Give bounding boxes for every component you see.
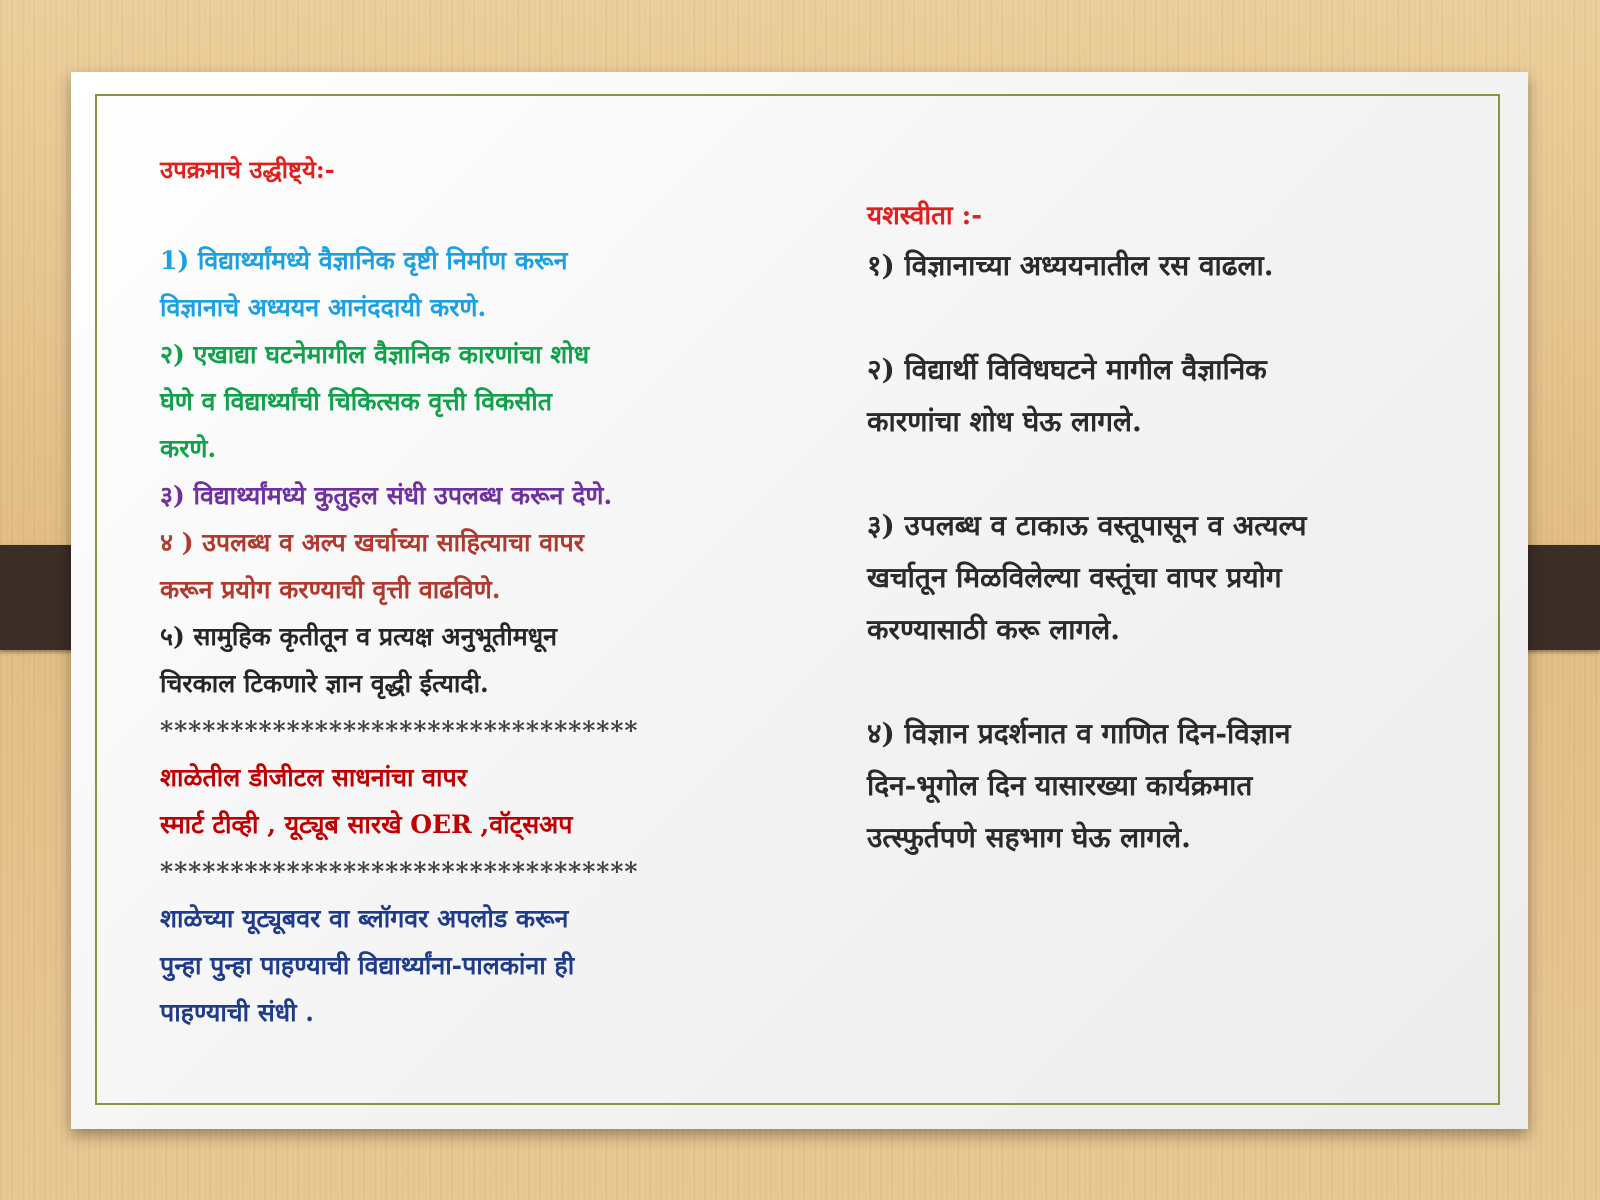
spacer [867,292,1467,344]
success-4-line-3: उत्स्फुर्तपणे सहभाग घेऊ लागले. [867,821,1191,854]
objectives-title: उपक्रमाचे उद्धीष्ट्ये:- [160,155,335,184]
objective-1-line-2: विज्ञानाचे अध्ययन आनंददायी करणे. [160,293,487,322]
star-divider-1: ********************************** [160,716,639,745]
success-3-line-2: खर्चातून मिळविलेल्या वस्तूंचा वापर प्रयोग [867,561,1282,594]
success-3-line-3: करण्यासाठी करू लागले. [867,613,1120,646]
star-divider-2: ********************************** [160,857,639,886]
success-4-line-2: दिन-भूगोल दिन यासारख्या कार्यक्रमात [867,769,1253,802]
spacer [867,448,1467,500]
objective-4-line-2: करून प्रयोग करण्याची वृत्ती वाढविणे. [160,575,501,604]
objectives-column [160,150,760,1036]
success-4-line-1: ४) विज्ञान प्रदर्शनात व गाणित दिन-विज्ञान [867,717,1291,750]
success-3-line-1: ३) उपलब्ध व टाकाऊ वस्तूपासून व अत्यल्प [867,509,1307,542]
success-column [867,192,1467,864]
success-title: यशस्वीता :- [867,201,983,231]
success-2-line-2: कारणांचा शोध घेऊ लागले. [867,405,1142,438]
objective-1-line-1: 1) विद्यार्थ्यांमध्ये वैज्ञानिक दृष्टी निर्माण करून [160,246,568,275]
spacer [160,190,760,237]
upload-line-3: पाहण्याची संधी . [160,998,315,1027]
objective-5-line-2: चिरकाल टिकणारे ज्ञान वृद्धी ईत्यादी. [160,669,489,698]
objective-2-line-3: करणे. [160,434,217,463]
slide-paper [71,72,1528,1129]
digital-tools-line-2: स्मार्ट टीव्ही , यूट्यूब सारखे OER ,वॉट्सअप [160,810,573,839]
upload-line-1: शाळेच्या यूट्यूबवर वा ब्लॉगवर अपलोड करून [160,904,569,933]
objective-2-line-2: घेणे व विद्यार्थ्यांची चिकित्सक वृत्ती विकसीत [160,387,552,416]
objective-4-line-1: ४ ) उपलब्ध व अल्प खर्चाच्या साहित्याचा वापर [160,528,584,557]
objective-5-line-1: ५) सामुहिक कृतीतून व प्रत्यक्ष अनुभूतीमधून [160,622,557,651]
success-2-line-1: २) विद्यार्थी विविधघटने मागील वैज्ञानिक [867,353,1267,386]
digital-tools-line-1: शाळेतील डीजीटल साधनांचा वापर [160,763,467,792]
objective-2-line-1: २) एखाद्या घटनेमागील वैज्ञानिक कारणांचा शोध [160,340,590,369]
objective-3-line-1: ३) विद्यार्थ्यांमध्ये कुतुहल संधी उपलब्ध करून देणे. [160,481,613,510]
spacer [867,656,1467,708]
upload-line-2: पुन्हा पुन्हा पाहण्याची विद्यार्थ्यांना-पालकांना ही [160,951,575,980]
success-1-line-1: १) विज्ञानाच्या अध्ययनातील रस वाढला. [867,249,1274,282]
